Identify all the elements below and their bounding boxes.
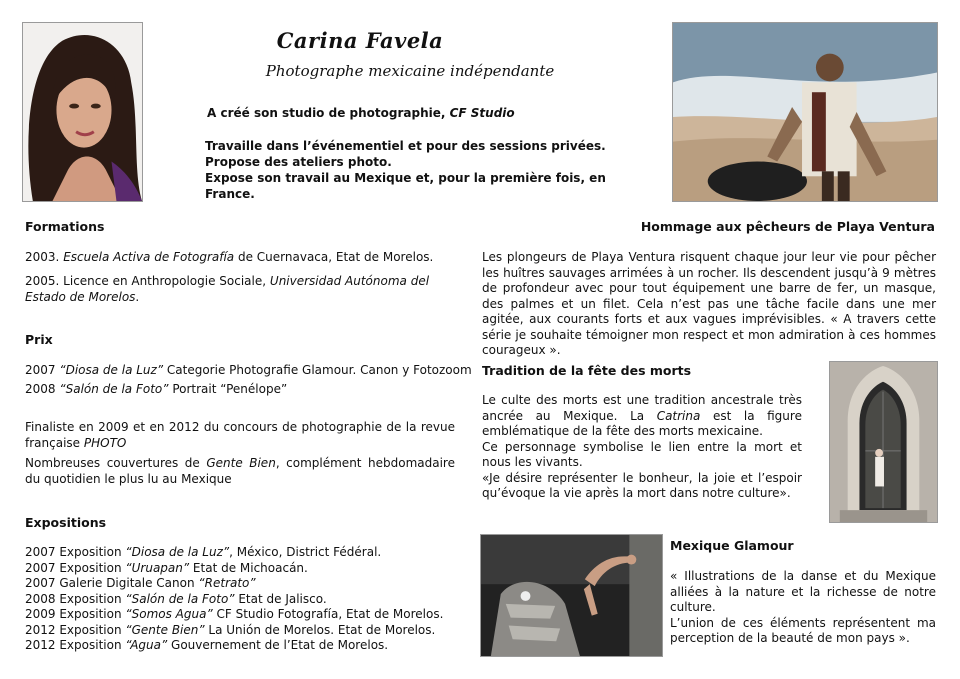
studio-name: CF Studio	[449, 106, 515, 120]
intro-line: Expose son travail au Mexique et, pour la première fois, en France.	[205, 171, 606, 201]
exposition-item: 2009 Exposition “Somos Agua” CF Studio Fotografía, Etat de Morelos.	[25, 607, 444, 621]
tradition-text: Le culte des morts est une tradition ancestrale très ancrée au Mexique. La Catrina est la figure emblématique de la fête des morts mexicaine. Ce personnage symbolise le lien entre la mort et nous les vivants. «Je désire représenter le bonheur, la joie et l’espoir qu’évoque la vie après la mort dans notre culture».	[482, 393, 802, 500]
formations-heading: Formations	[25, 219, 105, 234]
formation-item: 2003. Escuela Activa de Fotografía de Cuernavaca, Etat de Morelos.	[25, 250, 434, 264]
photographer-subtitle: Photographe mexicaine indépendante	[265, 62, 555, 80]
formation-item: 2005. Licence en Anthropologie Sociale, Universidad Autónoma del Estado de Morelos.	[25, 274, 430, 304]
photographer-name: Carina Favela	[276, 28, 444, 53]
prix-item: 2007 “Diosa de la Luz” Categorie Photografie Glamour. Canon y Fotozoom	[25, 363, 472, 377]
finaliste-text: Finaliste en 2009 et en 2012 du concours de photographie de la revue française PHOTO	[25, 420, 455, 450]
exposition-item: 2012 Exposition “Agua” Gouvernement de l’Etat de Morelos.	[25, 638, 389, 652]
intro-line: Propose des ateliers photo.	[205, 155, 392, 169]
studio-prefix: A créé son studio de photographie,	[207, 106, 446, 120]
intro-lines	[205, 138, 645, 202]
dancer-statue-photo	[480, 534, 663, 657]
prix-heading: Prix	[25, 332, 53, 347]
exposition-item: 2012 Exposition “Gente Bien” La Unión de Morelos. Etat de Morelos.	[25, 622, 436, 637]
studio-line	[207, 105, 515, 121]
exposition-item: 2008 Exposition “Salón de la Foto” Etat de Jalisco.	[25, 591, 327, 606]
hommage-text: Les plongeurs de Playa Ventura risquent chaque jour leur vie pour pêcher les huîtres sauvages arrimées à un rocher. Ils descendent jusqu’à 9 mètres de profondeur avec pour tout équipement une barre de fer, un masque, des palmes et un filet. Cela n’est pas une tâche facile dans une mer agitée, aux courants forts et aux vagues imprévisibles. « A travers cette série je souhaite témoigner mon respect et mon admiration à ces hommes courageux ».	[482, 250, 936, 357]
glamour-heading: Mexique Glamour	[670, 538, 794, 553]
exposition-item: 2007 Galerie Digitale Canon “Retrato”	[25, 576, 256, 590]
tradition-heading: Tradition de la fête des morts	[482, 363, 692, 378]
fisherman-photo	[672, 22, 938, 202]
exposition-item: 2007 Exposition “Diosa de la Luz”, México, District Fédéral.	[25, 545, 382, 559]
expositions-heading: Expositions	[25, 515, 107, 530]
prix-item: 2008 “Salón de la Foto” Portrait “Penélope”	[25, 382, 288, 396]
exposition-item: 2007 Exposition “Uruapan” Etat de Michoacán.	[25, 560, 308, 575]
hommage-heading: Hommage aux pêcheurs de Playa Ventura	[640, 219, 935, 234]
glamour-text: « Illustrations de la danse et du Mexique alliées à la nature et la richesse de notre culture. L’union de ces éléments représentent ma perception de la beauté de mon pays ».	[670, 569, 936, 645]
intro-line: Travaille dans l’événementiel et pour des sessions privées.	[205, 139, 606, 153]
portrait-photo	[22, 22, 143, 202]
couvertures-text: Nombreuses couvertures de Gente Bien, complément hebdomadaire du quotidien le plus lu au Mexique	[25, 456, 455, 486]
expositions-list	[25, 545, 465, 654]
doorway-photo	[829, 361, 938, 523]
